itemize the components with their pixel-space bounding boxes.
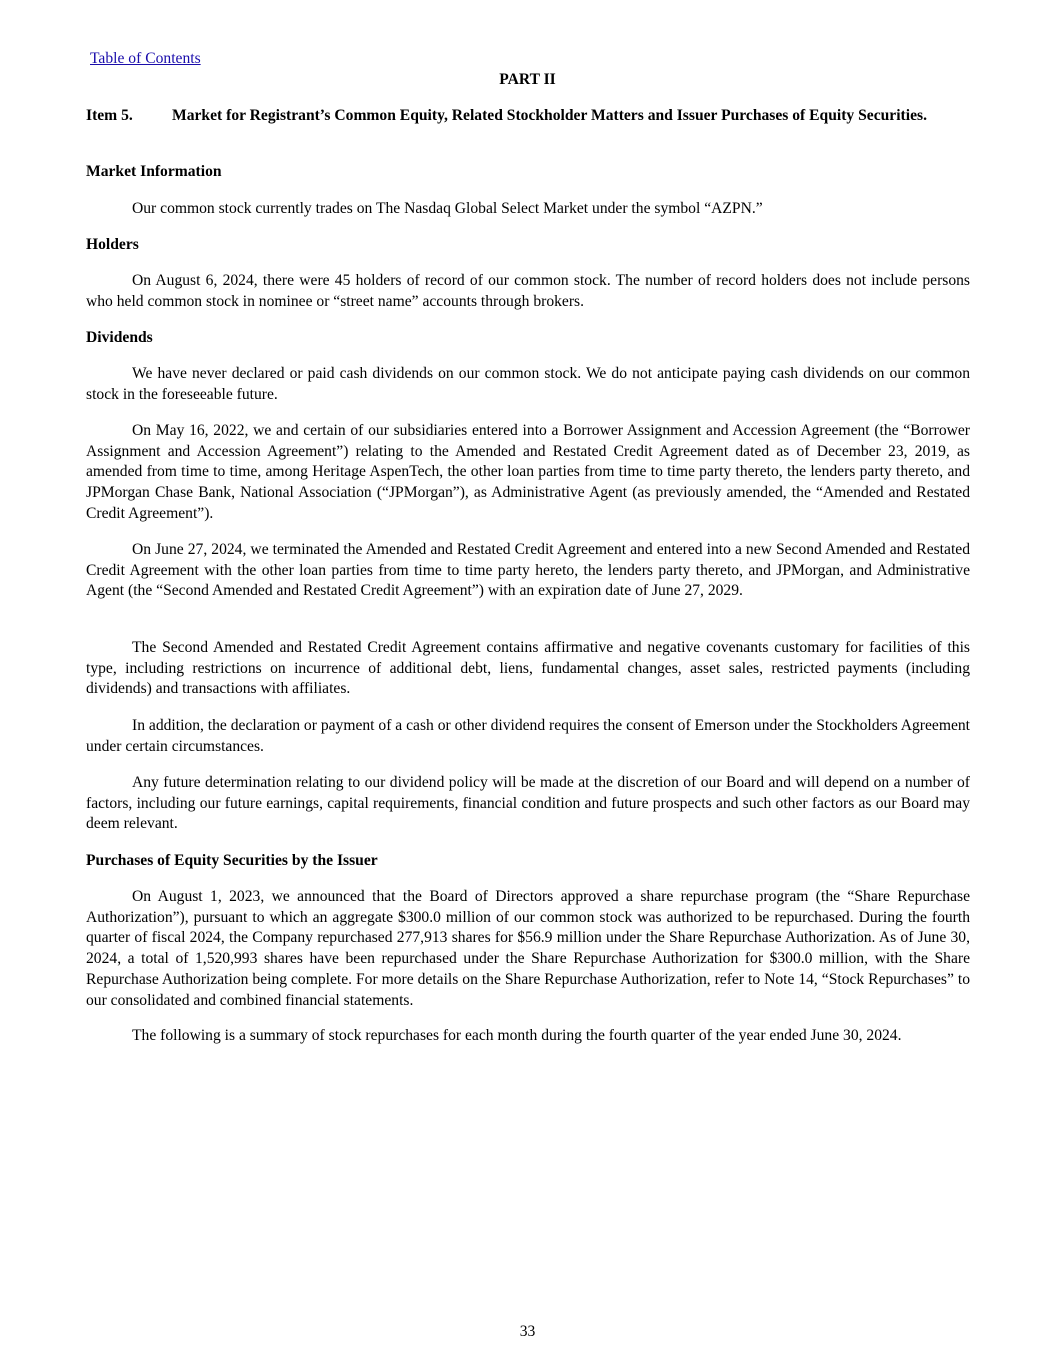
item-number: Item 5. (86, 107, 133, 124)
market-information-heading: Market Information (86, 163, 222, 180)
holders-paragraph: On August 6, 2024, there were 45 holders of record of our common stock. The number of record holders does not include persons who held common stock in nominee or “street name” accounts through brokers. (86, 272, 970, 310)
item-heading (86, 106, 970, 127)
dividends-paragraph-5: In addition, the declaration or payment of a cash or other dividend requires the consent of Emerson under the Stockholders Agreement under certain circumstances. (86, 717, 970, 755)
purchases-paragraph-1: On August 1, 2023, we announced that the Board of Directors approved a share repurchase program (the “Share Repurchase Authorization”), pursuant to which an aggregate $300.0 million of our common stock was authorized to be repurchased. During the fourth quarter of fiscal 2024, the Company repurchased 277,913 shares for $56.9 million under the Share Repurchase Authorization. As of June 30, 2024, a total of 1,520,993 shares have been repurchased under the Share Repurchase Authorization for $300.0 million, with the Share Repurchase Authorization being complete. For more details on the Share Repurchase Authorization, refer to Note 14, “Stock Repurchases” to our consolidated and combined financial statements. (86, 888, 970, 1009)
page-number: 33 (519, 1323, 536, 1340)
market-information-paragraph: Our common stock currently trades on The Nasdaq Global Select Market under the symbol “AZPN.” (132, 200, 763, 217)
purchases-paragraph-2: The following is a summary of stock repurchases for each month during the fourth quarter of the year ended June 30, 2024. (132, 1027, 902, 1044)
dividends-paragraph-1: We have never declared or paid cash dividends on our common stock. We do not anticipate paying cash dividends on our common stock in the foreseeable future. (86, 365, 970, 403)
dividends-paragraph-2: On May 16, 2022, we and certain of our subsidiaries entered into a Borrower Assignment and Accession Agreement (the “Borrower Assignment and Accession Agreement”) relating to the Amended and Restated Credit Agreement dated as of December 23, 2019, as amended from time to time, among Heritage AspenTech, the other loan parties from time to time party thereto, the lenders party thereto, and JPMorgan Chase Bank, National Association (“JPMorgan”), as Administrative Agent (as previously amended, the “Amended and Restated Credit Agreement”). (86, 422, 970, 522)
dividends-paragraph-3: On June 27, 2024, we terminated the Amended and Restated Credit Agreement and entered into a new Second Amended and Restated Credit Agreement with the other loan parties from time to time party hereto, the lenders party thereto, and JPMorgan, and Administrative Agent (the “Second Amended and Restated Credit Agreement”) with an expiration date of June 27, 2029. (86, 541, 970, 600)
holders-heading: Holders (86, 236, 139, 253)
part-heading: PART II (499, 71, 556, 88)
dividends-paragraph-4: The Second Amended and Restated Credit Agreement contains affirmative and negative covenants customary for facilities of this type, including restrictions on incurrence of additional debt, liens, fundamental changes, asset sales, restricted payments (including dividends) and transactions with affiliates. (86, 639, 970, 698)
item-title: Market for Registrant’s Common Equity, Related Stockholder Matters and Issuer Purchases of Equity Securities. (172, 107, 927, 124)
dividends-paragraph-6: Any future determination relating to our dividend policy will be made at the discretion of our Board and will depend on a number of factors, including our future earnings, capital requirements, financial condition and future prospects and such other factors as our Board may deem relevant. (86, 774, 970, 833)
table-of-contents-link[interactable]: Table of Contents (90, 50, 201, 67)
purchases-heading: Purchases of Equity Securities by the Issuer (86, 852, 378, 869)
dividends-heading: Dividends (86, 329, 153, 346)
